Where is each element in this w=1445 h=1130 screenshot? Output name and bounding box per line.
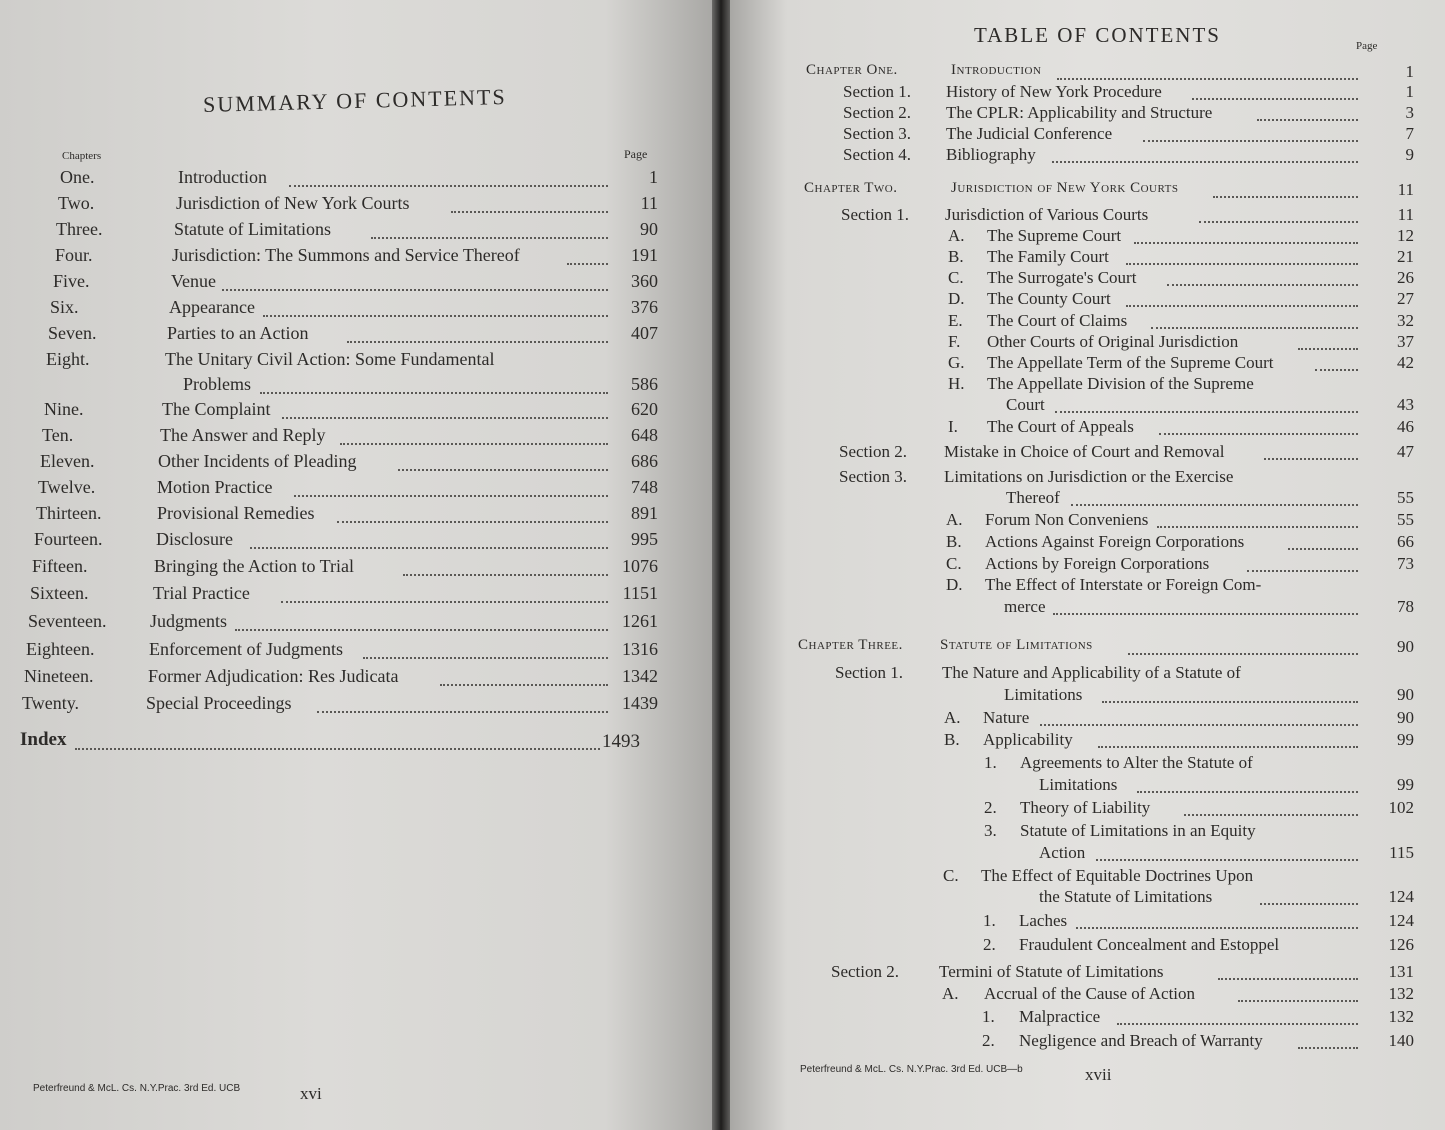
toc-entry-label: C. xyxy=(946,554,962,573)
toc-entry-label: B. xyxy=(946,532,962,551)
toc-entry-label: C. xyxy=(943,866,959,885)
chapter-one-title: Introduction xyxy=(951,62,1042,78)
toc-entry-title-continued: Action xyxy=(1039,843,1086,862)
left-page xyxy=(0,0,712,1130)
toc-entry-label: H. xyxy=(948,374,965,393)
summary-chapter-page: 1342 xyxy=(622,666,658,686)
summary-chapter-ordinal: Eleven. xyxy=(40,451,95,471)
chapter-three-title: Statute of Limitations xyxy=(940,637,1093,653)
toc-entry-title: The Appellate Division of the Supreme xyxy=(987,374,1254,393)
summary-chapter-title: Other Incidents of Pleading xyxy=(158,451,357,471)
toc-page-number: 21 xyxy=(1397,247,1414,266)
toc-entry-title: The County Court xyxy=(987,289,1111,308)
summary-chapter-ordinal: Three. xyxy=(56,219,103,239)
toc-leader-dots xyxy=(1264,458,1358,460)
summary-leader-dots xyxy=(363,657,608,659)
toc-leader-dots xyxy=(1126,305,1358,307)
book-spine xyxy=(712,0,730,1130)
summary-chapter-page: 891 xyxy=(631,503,658,523)
left-footer: Peterfreund & McL. Cs. N.Y.Prac. 3rd Ed. UCB xyxy=(33,1083,241,1094)
toc-leader-dots xyxy=(1157,526,1358,528)
toc-leader-dots xyxy=(1159,433,1358,435)
toc-entry-title-continued: Court xyxy=(1006,395,1045,414)
toc-page-number: 7 xyxy=(1405,124,1414,143)
toc-entry-label: D. xyxy=(946,575,963,594)
toc-entry-title-continued: Limitations xyxy=(1039,775,1118,794)
summary-chapter-page: 748 xyxy=(631,477,658,497)
toc-entry-title: Limitations on Jurisdiction or the Exercise xyxy=(944,467,1234,486)
right-footer: Peterfreund & McL. Cs. N.Y.Prac. 3rd Ed. UCB—b xyxy=(800,1064,1023,1075)
toc-page-number: 12 xyxy=(1397,226,1414,245)
toc-page-number: 9 xyxy=(1405,145,1414,164)
summary-chapter-title: Appearance xyxy=(169,297,255,317)
summary-chapter-ordinal: Four. xyxy=(55,245,93,265)
summary-chapter-page: 1076 xyxy=(622,556,658,576)
summary-chapter-ordinal: Fourteen. xyxy=(34,529,103,549)
right-folio: xvii xyxy=(1085,1065,1112,1084)
toc-entry-title: Malpractice xyxy=(1019,1007,1101,1026)
summary-leader-dots xyxy=(371,237,608,239)
summary-leader-dots xyxy=(222,289,608,291)
summary-chapter-page: 586 xyxy=(631,374,658,394)
summary-chapter-page: 1439 xyxy=(622,693,658,713)
toc-leader-dots xyxy=(1137,791,1358,793)
summary-chapter-ordinal: Thirteen. xyxy=(36,503,102,523)
toc-page-number: 102 xyxy=(1388,798,1414,817)
section-label: Section 2. xyxy=(843,103,911,122)
toc-page-number: 55 xyxy=(1397,510,1414,529)
section-label: Section 2. xyxy=(839,442,907,461)
toc-leader-dots xyxy=(1126,263,1358,265)
toc-entry-label: 1. xyxy=(982,1007,995,1026)
summary-leader-dots xyxy=(289,185,608,187)
summary-leader-dots xyxy=(567,263,608,265)
summary-chapter-page: 620 xyxy=(631,399,658,419)
summary-title: SUMMARY OF CONTENTS xyxy=(202,84,507,117)
toc-entry-title: The Nature and Applicability of a Statute of xyxy=(942,663,1241,682)
summary-chapter-page: 995 xyxy=(631,529,658,549)
toc-entry-title: Termini of Statute of Limitations xyxy=(939,962,1164,981)
summary-leader-dots xyxy=(235,629,608,631)
toc-entry-label: B. xyxy=(944,730,960,749)
toc-entry-label: 2. xyxy=(984,798,997,817)
toc-entry-label: I. xyxy=(948,417,958,436)
toc-page-number: 126 xyxy=(1388,935,1414,954)
chapters-column-header: Chapters xyxy=(62,150,102,162)
toc-page-number: 73 xyxy=(1397,554,1414,573)
summary-chapter-title: Special Proceedings xyxy=(146,693,292,713)
toc-entry-title-continued: Limitations xyxy=(1004,685,1083,704)
summary-chapter-title: The Answer and Reply xyxy=(160,425,326,445)
summary-chapter-page: 376 xyxy=(631,297,658,317)
toc-entry-title: Nature xyxy=(983,708,1030,727)
toc-page-number: 90 xyxy=(1397,685,1414,704)
summary-chapter-ordinal: Sixteen. xyxy=(30,583,89,603)
toc-page-number: 43 xyxy=(1397,395,1414,414)
toc-page-number: 32 xyxy=(1397,311,1414,330)
toc-leader-dots xyxy=(1134,242,1358,244)
toc-entry-title-continued: the Statute of Limitations xyxy=(1039,887,1213,906)
summary-chapter-ordinal: Two. xyxy=(58,193,95,213)
toc-entry-label: E. xyxy=(948,311,963,330)
summary-leader-dots xyxy=(337,521,608,523)
left-folio: xvi xyxy=(300,1084,322,1103)
toc-page-number: 132 xyxy=(1388,984,1414,1003)
summary-leader-dots xyxy=(340,443,608,445)
section-label: Section 3. xyxy=(839,467,907,486)
toc-entry-title: Mistake in Choice of Court and Removal xyxy=(944,442,1225,461)
toc-entry-label: D. xyxy=(948,289,965,308)
summary-leader-dots xyxy=(403,574,608,576)
summary-chapter-title: The Unitary Civil Action: Some Fundamental xyxy=(165,349,495,369)
toc-leader-dots xyxy=(1102,701,1358,703)
summary-chapter-title: Trial Practice xyxy=(153,583,250,603)
summary-leader-dots xyxy=(317,711,608,713)
toc-leader-dots xyxy=(1288,548,1358,550)
section-label: Section 3. xyxy=(843,124,911,143)
summary-chapter-page: 191 xyxy=(631,245,658,265)
toc-title: TABLE OF CONTENTS xyxy=(974,23,1221,47)
toc-page-number: 99 xyxy=(1397,730,1414,749)
chapter-three-label: Chapter Three. xyxy=(798,637,903,653)
toc-leader-dots xyxy=(1298,1047,1358,1049)
toc-leader-dots xyxy=(1151,327,1358,329)
toc-page-number: 66 xyxy=(1397,532,1414,551)
toc-leader-dots xyxy=(1247,570,1358,572)
toc-leader-dots xyxy=(1053,613,1358,615)
summary-chapter-ordinal: Ten. xyxy=(42,425,74,445)
summary-chapter-ordinal: Nineteen. xyxy=(24,666,94,686)
toc-page-number: 124 xyxy=(1388,911,1414,930)
summary-chapter-ordinal: Nine. xyxy=(44,399,84,419)
toc-entry-title: The Judicial Conference xyxy=(946,124,1113,143)
summary-chapter-page: 407 xyxy=(631,323,658,343)
summary-leader-dots xyxy=(282,417,608,419)
toc-leader-dots xyxy=(1257,119,1358,121)
toc-leader-dots xyxy=(1192,98,1358,100)
summary-leader-dots xyxy=(398,469,608,471)
toc-entry-title: Jurisdiction of Various Courts xyxy=(945,205,1149,224)
summary-chapter-title: Bringing the Action to Trial xyxy=(154,556,355,576)
toc-entry-title: Actions Against Foreign Corporations xyxy=(985,532,1245,551)
chapter-two-label: Chapter Two. xyxy=(804,180,898,196)
toc-entry-title: History of New York Procedure xyxy=(946,82,1162,101)
toc-page-number: 55 xyxy=(1397,488,1414,507)
toc-leader-dots xyxy=(1098,746,1358,748)
toc-entry-title: Other Courts of Original Jurisdiction xyxy=(987,332,1239,351)
summary-chapter-page: 90 xyxy=(640,219,658,239)
toc-page-number: 37 xyxy=(1397,332,1414,351)
toc-page-number: 46 xyxy=(1397,417,1414,436)
summary-chapter-title: Jurisdiction: The Summons and Service Thereof xyxy=(172,245,520,265)
summary-chapter-title: Disclosure xyxy=(156,529,233,549)
toc-entry-title: Agreements to Alter the Statute of xyxy=(1020,753,1253,772)
summary-chapter-title: Parties to an Action xyxy=(167,323,309,343)
toc-entry-title: Laches xyxy=(1019,911,1068,930)
chapter-two-title: Jurisdiction of New York Courts xyxy=(951,180,1179,196)
toc-page-number: 115 xyxy=(1389,843,1414,862)
toc-entry-label: 1. xyxy=(984,753,997,772)
summary-chapter-title: Introduction xyxy=(178,167,267,187)
summary-chapter-title: Statute of Limitations xyxy=(174,219,331,239)
toc-page-number: 90 xyxy=(1397,637,1414,656)
toc-page-number: 1 xyxy=(1405,62,1414,81)
summary-chapter-page: 1261 xyxy=(622,611,658,631)
toc-entry-label: F. xyxy=(948,332,961,351)
toc-entry-title: Bibliography xyxy=(946,145,1036,164)
summary-chapter-title: Provisional Remedies xyxy=(157,503,315,523)
summary-chapter-page: 1316 xyxy=(622,639,658,659)
summary-chapter-title: Venue xyxy=(171,271,216,291)
toc-leader-dots xyxy=(1096,859,1358,861)
toc-entry-title: The Appellate Term of the Supreme Court xyxy=(987,353,1274,372)
toc-page-number: 132 xyxy=(1388,1007,1414,1026)
summary-chapter-title: Former Adjudication: Res Judicata xyxy=(148,666,399,686)
toc-entry-title: Statute of Limitations in an Equity xyxy=(1020,821,1256,840)
toc-page-number: 42 xyxy=(1397,353,1414,372)
toc-leader-dots xyxy=(1238,1000,1358,1002)
toc-entry-title: The Surrogate's Court xyxy=(987,268,1137,287)
toc-page-number: 1 xyxy=(1405,82,1414,101)
toc-entry-title: Theory of Liability xyxy=(1020,798,1151,817)
toc-leader-dots xyxy=(1199,221,1358,223)
section-label: Section 1. xyxy=(835,663,903,682)
toc-page-number: 26 xyxy=(1397,268,1414,287)
toc-page-number: 47 xyxy=(1397,442,1414,461)
toc-page-number: 90 xyxy=(1397,708,1414,727)
toc-entry-label: 2. xyxy=(982,1031,995,1050)
toc-page-number: 131 xyxy=(1388,962,1414,981)
toc-entry-title: Actions by Foreign Corporations xyxy=(985,554,1210,573)
toc-entry-title: The Effect of Interstate or Foreign Com- xyxy=(985,575,1262,594)
toc-leader-dots xyxy=(1184,814,1358,816)
summary-chapter-title: Judgments xyxy=(150,611,228,631)
summary-leader-dots xyxy=(250,547,608,549)
toc-entry-label: B. xyxy=(948,247,964,266)
toc-entry-title: Applicability xyxy=(983,730,1073,749)
toc-leader-dots xyxy=(1057,78,1358,80)
summary-leader-dots xyxy=(451,211,608,213)
toc-leader-dots xyxy=(1143,140,1358,142)
toc-entry-title: Fraudulent Concealment and Estoppel xyxy=(1019,935,1280,954)
toc-leader-dots xyxy=(1315,369,1358,371)
summary-chapter-ordinal: Five. xyxy=(53,271,90,291)
toc-page-number: 124 xyxy=(1388,887,1414,906)
toc-entry-title: Accrual of the Cause of Action xyxy=(984,984,1196,1003)
toc-page-number: 27 xyxy=(1397,289,1414,308)
toc-entry-title: The CPLR: Applicability and Structure xyxy=(946,103,1213,122)
summary-leader-dots xyxy=(281,601,608,603)
toc-page-number: 99 xyxy=(1397,775,1414,794)
summary-chapter-page: 1 xyxy=(649,167,658,187)
toc-page-number: 11 xyxy=(1397,180,1414,199)
summary-chapter-ordinal: One. xyxy=(60,167,95,187)
toc-page-number: 78 xyxy=(1397,597,1414,616)
summary-chapter-ordinal: Fifteen. xyxy=(32,556,88,576)
summary-leader-dots xyxy=(263,315,608,317)
toc-leader-dots xyxy=(1076,927,1358,929)
toc-entry-label: A. xyxy=(946,510,963,529)
toc-entry-title: The Effect of Equitable Doctrines Upon xyxy=(981,866,1254,885)
toc-leader-dots xyxy=(1071,504,1358,506)
section-label: Section 1. xyxy=(843,82,911,101)
index-leader xyxy=(75,748,600,750)
toc-leader-dots xyxy=(1052,161,1358,163)
summary-chapter-title-continued: Problems xyxy=(183,374,252,394)
summary-chapter-ordinal: Eight. xyxy=(46,349,90,369)
summary-leader-dots xyxy=(347,341,608,343)
toc-leader-dots xyxy=(1218,978,1358,980)
toc-leader-dots xyxy=(1167,284,1358,286)
right-page xyxy=(730,0,1445,1130)
summary-chapter-page: 11 xyxy=(640,193,658,213)
summary-chapter-title: Motion Practice xyxy=(157,477,273,497)
toc-entry-title: The Court of Claims xyxy=(987,311,1128,330)
section-label: Section 1. xyxy=(841,205,909,224)
summary-leader-dots xyxy=(260,392,608,394)
toc-page-number: 11 xyxy=(1397,205,1414,224)
page-column-header: Page xyxy=(624,147,648,161)
toc-entry-title-continued: Thereof xyxy=(1006,488,1060,507)
summary-chapter-page: 1151 xyxy=(622,583,658,603)
toc-entry-title: Forum Non Conveniens xyxy=(985,510,1149,529)
toc-entry-label: C. xyxy=(948,268,964,287)
index-label: Index xyxy=(20,729,67,750)
summary-chapter-title: Jurisdiction of New York Courts xyxy=(176,193,410,213)
toc-page-column-header: Page xyxy=(1356,40,1378,52)
summary-leader-dots xyxy=(294,495,608,497)
toc-entry-title: The Court of Appeals xyxy=(987,417,1134,436)
toc-leader-dots xyxy=(1260,903,1358,905)
summary-chapter-ordinal: Eighteen. xyxy=(26,639,95,659)
toc-entry-title: Negligence and Breach of Warranty xyxy=(1019,1031,1263,1050)
section-label: Section 4. xyxy=(843,145,911,164)
toc-leader-dots xyxy=(1128,653,1358,655)
toc-entry-label: G. xyxy=(948,353,965,372)
toc-leader-dots xyxy=(1117,1023,1358,1025)
toc-entry-label: A. xyxy=(944,708,961,727)
index-page: 1493 xyxy=(602,731,640,752)
toc-page-number: 140 xyxy=(1388,1031,1414,1050)
toc-entry-label: A. xyxy=(942,984,959,1003)
toc-leader-dots xyxy=(1055,411,1358,413)
section-label: Section 2. xyxy=(831,962,899,981)
summary-chapter-page: 648 xyxy=(631,425,658,445)
summary-chapter-page: 686 xyxy=(631,451,658,471)
toc-entry-title-continued: merce xyxy=(1004,597,1046,616)
summary-chapter-page: 360 xyxy=(631,271,658,291)
summary-chapter-ordinal: Twenty. xyxy=(22,693,80,713)
toc-leader-dots xyxy=(1298,348,1358,350)
chapter-one-label: Chapter One. xyxy=(806,62,898,78)
toc-leader-dots xyxy=(1213,196,1358,198)
summary-chapter-ordinal: Seventeen. xyxy=(28,611,107,631)
summary-chapter-title: The Complaint xyxy=(162,399,271,419)
summary-chapter-ordinal: Seven. xyxy=(48,323,97,343)
toc-entry-title: The Family Court xyxy=(987,247,1109,266)
toc-page-number: 3 xyxy=(1405,103,1414,122)
summary-chapter-ordinal: Six. xyxy=(50,297,79,317)
toc-entry-label: 3. xyxy=(984,821,997,840)
summary-chapter-title: Enforcement of Judgments xyxy=(149,639,343,659)
summary-leader-dots xyxy=(440,684,608,686)
toc-entry-label: 1. xyxy=(983,911,996,930)
toc-leader-dots xyxy=(1040,724,1358,726)
summary-chapter-ordinal: Twelve. xyxy=(38,477,96,497)
toc-entry-title: The Supreme Court xyxy=(987,226,1122,245)
toc-entry-label: 2. xyxy=(983,935,996,954)
toc-entry-label: A. xyxy=(948,226,965,245)
